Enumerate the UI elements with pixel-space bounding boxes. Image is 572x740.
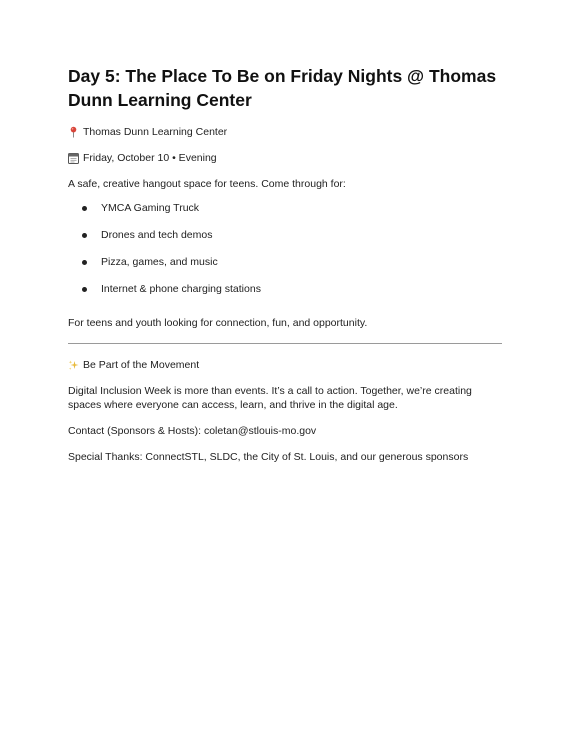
bullet-icon [82, 233, 87, 238]
event-tagline: For teens and youth looking for connection, fun, and opportunity. [68, 317, 368, 329]
event-date [68, 151, 502, 165]
movement-heading [68, 358, 502, 372]
sparkles-icon [68, 360, 79, 371]
list-item: YMCA Gaming Truck [82, 201, 502, 215]
special-thanks: Special Thanks: ConnectSTL, SLDC, the City of St. Louis, and our generous sponsors [68, 451, 469, 463]
highlights-list [68, 201, 502, 296]
list-item: Drones and tech demos [82, 228, 502, 242]
bullet-icon [82, 287, 87, 292]
list-item: Internet & phone charging stations [82, 282, 502, 296]
movement-body: Digital Inclusion Week is more than events. It’s a call to action. Together, we’re creating spaces where everyone can access, learn, and thrive in the digital age. [68, 385, 472, 411]
section-divider [68, 343, 502, 344]
contact-line: Contact (Sponsors & Hosts): coletan@stlouis-mo.gov [68, 425, 317, 437]
pushpin-icon [68, 126, 79, 138]
list-item: Pizza, games, and music [82, 255, 502, 269]
event-intro: A safe, creative hangout space for teens. Come through for: [68, 178, 346, 190]
location-text: Thomas Dunn Learning Center [83, 126, 228, 138]
calendar-icon [68, 152, 79, 164]
event-location [68, 125, 502, 139]
event-title: Day 5: The Place To Be on Friday Nights @ Thomas Dunn Learning Center [68, 66, 497, 110]
bullet-icon [82, 206, 87, 211]
date-text: Friday, October 10 • Evening [83, 152, 217, 164]
bullet-icon [82, 260, 87, 265]
movement-heading-text: Be Part of the Movement [83, 359, 200, 371]
